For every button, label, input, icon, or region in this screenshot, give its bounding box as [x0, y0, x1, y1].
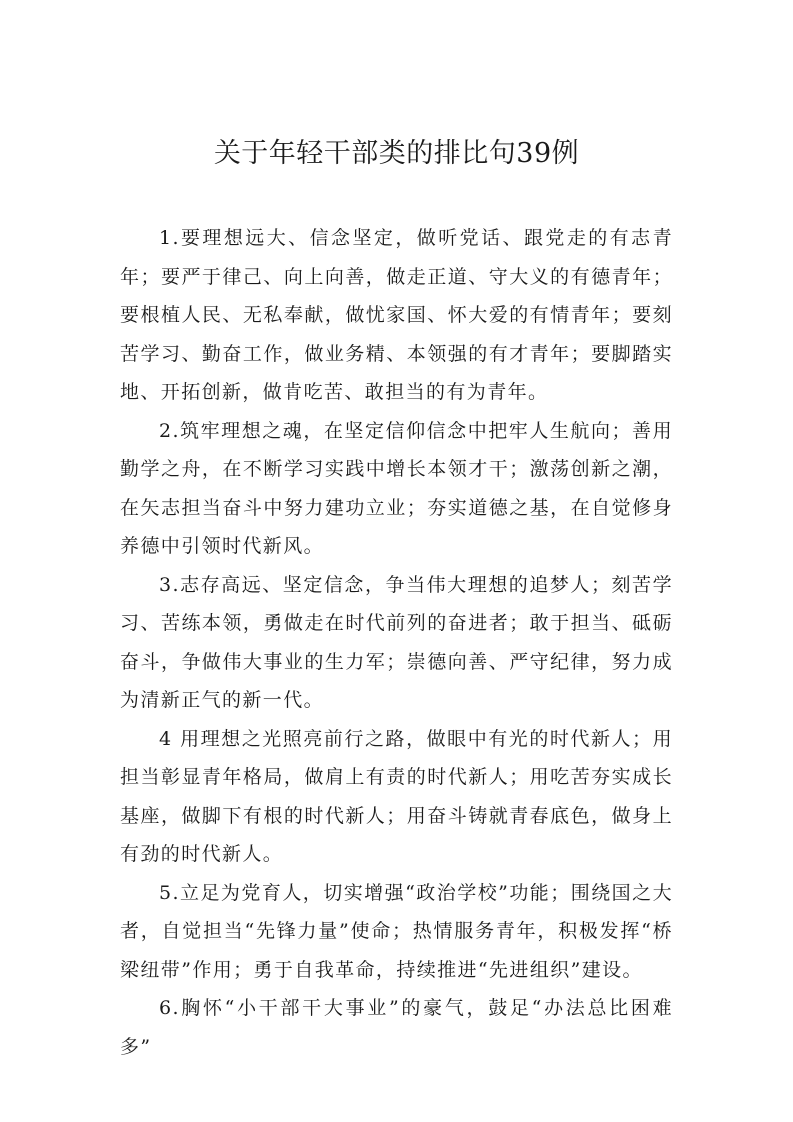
document-title: 关于年轻干部类的排比句39例 — [213, 138, 580, 169]
paragraph-6: 6.胸怀“小干部干大事业”的豪气，鼓足“办法总比困难多” — [120, 997, 673, 1058]
document-body — [120, 219, 673, 1066]
paragraph-4: 4 用理想之光照亮前行之路，做眼中有光的时代新人；用担当彰显青年格局，做肩上有责的时代新人；用吃苦夯实成长基座，做脚下有根的时代新人；用奋斗铸就青春底色，做身上有劲的时代新人。 — [120, 727, 673, 865]
paragraph-3: 3.志存高远、坚定信念，争当伟大理想的追梦人；刻苦学习、苦练本领，勇做走在时代前列的奋进者；敢于担当、砥砺奋斗，争做伟大事业的生力军；崇德向善、严守纪律，努力成为清新正气的新一代。 — [120, 573, 673, 711]
paragraph-1: 1.要理想远大、信念坚定，做听党话、跟党走的有志青年；要严于律己、向上向善，做走正道、守大义的有德青年；要根植人民、无私奉献，做忧家国、怀大爱的有情青年；要刻苦学习、勤奋工作，做业务精、本领强的有才青年；要脚踏实地、开拓创新，做肯吃苦、敢担当的有为青年。 — [120, 227, 673, 403]
paragraph-2: 2.筑牢理想之魂，在坚定信仰信念中把牢人生航向；善用勤学之舟，在不断学习实践中增长本领才干；激荡创新之潮，在矢志担当奋斗中努力建功立业；夯实道德之基，在自觉修身养德中引领时代新风。 — [120, 419, 673, 557]
paragraph-5: 5.立足为党育人，切实增强“政治学校”功能；围绕国之大者，自觉担当“先锋力量”使命；热情服务青年，积极发挥“桥梁纽带”作用；勇于自我革命，持续推进“先进组织”建设。 — [120, 881, 673, 981]
